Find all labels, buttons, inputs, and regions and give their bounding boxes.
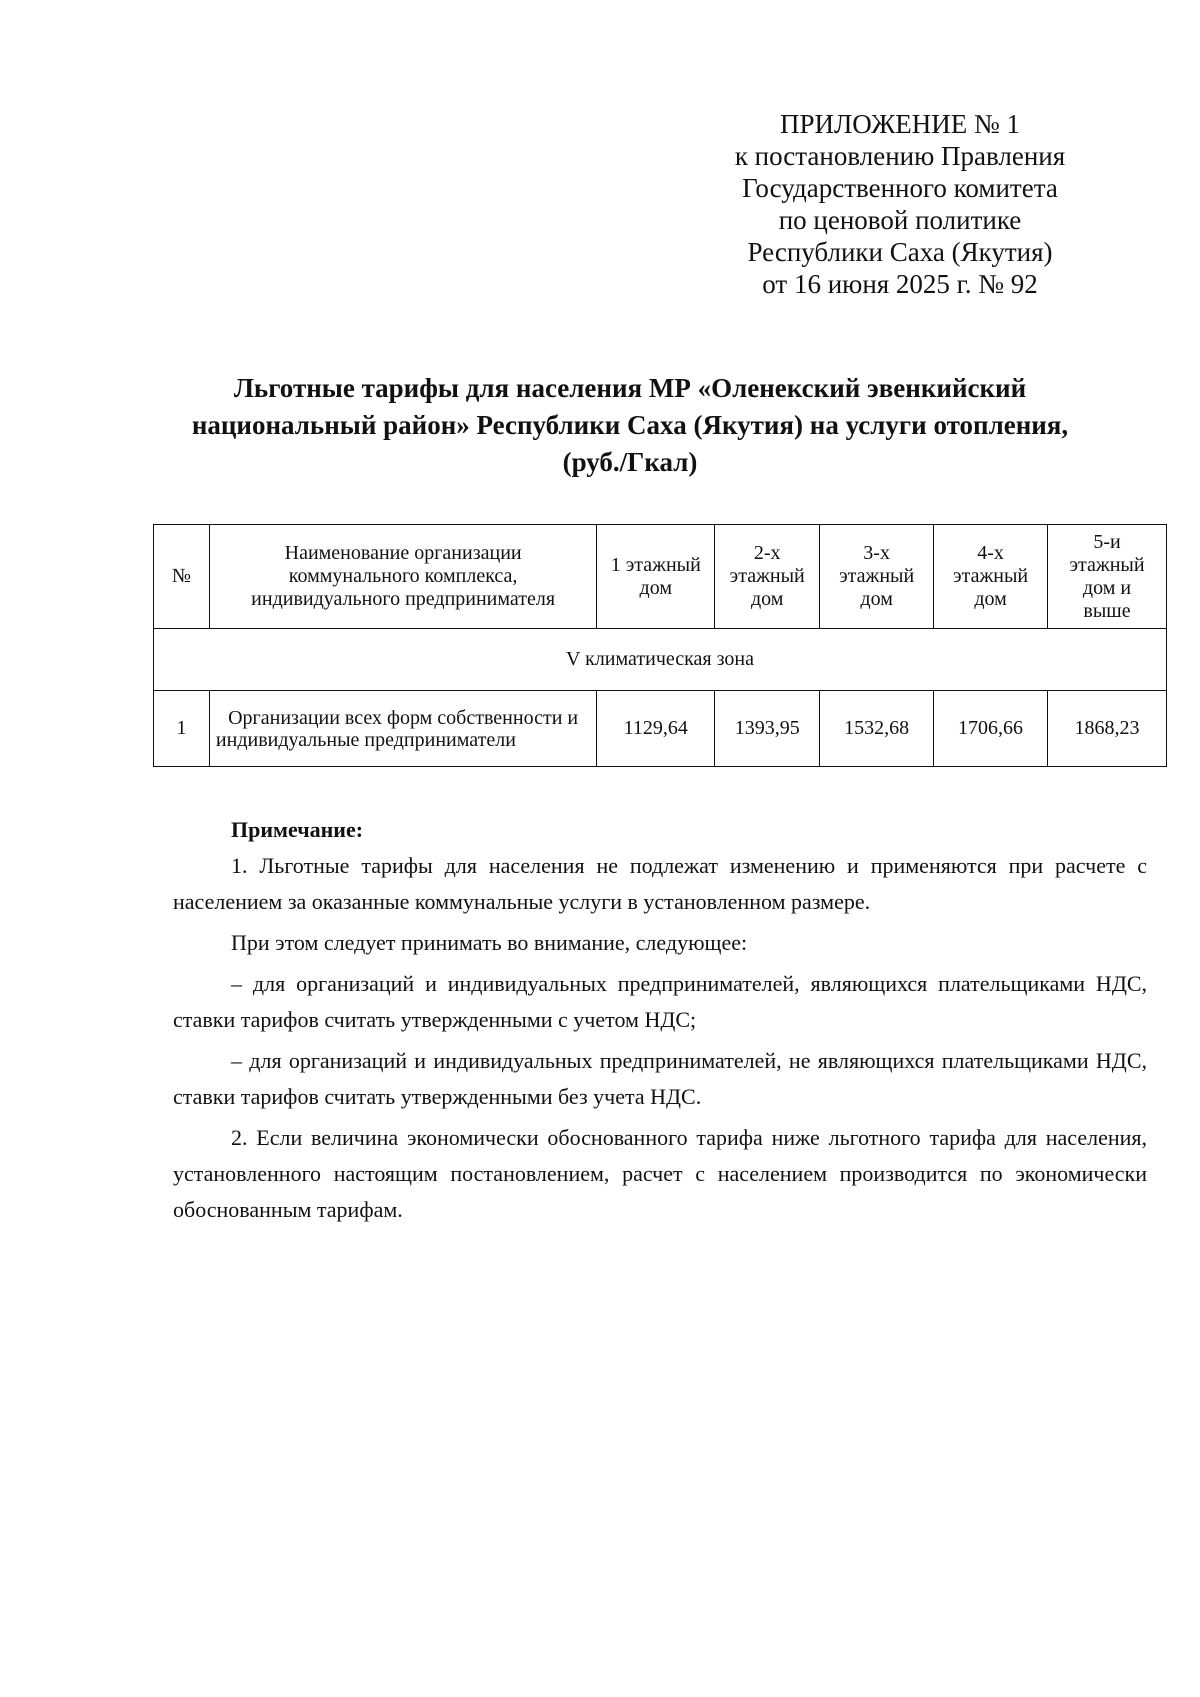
note-paragraph: При этом следует принимать во внимание, следующее:: [231, 930, 748, 955]
appendix-line: к постановлению Правления: [734, 141, 1066, 171]
note-paragraph: 2. Если величина экономически обоснованного тарифа ниже льготного тарифа для населения, установленного настоящим постановлением, расчет с населением производится по экономически обоснованным тарифам.: [173, 1125, 1147, 1222]
header-number: №: [154, 525, 210, 629]
title-line: (руб./Гкал): [562, 447, 698, 477]
tariff-floor-3-cell: 1532,68: [820, 691, 934, 767]
table-header: [154, 525, 1167, 629]
header-floor-1: 1 этажный дом: [597, 525, 715, 629]
appendix-line: Государственного комитета: [742, 173, 1058, 203]
document-title: [150, 370, 1110, 481]
table-row: [154, 691, 1167, 767]
appendix-line: ПРИЛОЖЕНИЕ № 1: [779, 109, 1021, 139]
appendix-line: Республики Саха (Якутия): [747, 237, 1053, 267]
appendix-header: [700, 108, 1100, 300]
title-line: национальный район» Республики Саха (Якутия) на услуги отопления,: [191, 410, 1069, 440]
appendix-line: по ценовой политике: [778, 205, 1022, 235]
climate-zone-cell: V климатическая зона: [154, 629, 1167, 691]
table-header-row: [154, 525, 1167, 629]
header-floor-2: 2-х этажный дом: [715, 525, 820, 629]
note-paragraph: – для организаций и индивидуальных предпринимателей, являющихся плательщиками НДС, ставки тарифов считать утвержденными с учетом НДС;: [173, 971, 1147, 1032]
note-heading: Примечание:: [231, 817, 364, 842]
row-number-cell: 1: [154, 691, 210, 767]
note-section: [173, 812, 1147, 1228]
row-organization-cell: Организации всех форм собственности и индивидуальные предприниматели: [209, 691, 596, 767]
tariff-floor-5-cell: 1868,23: [1048, 691, 1167, 767]
note-paragraph: – для организаций и индивидуальных предпринимателей, не являющихся плательщиками НДС, ставки тарифов считать утвержденными без учета НДС.: [173, 1048, 1147, 1109]
climate-zone-row: [154, 629, 1167, 691]
tariff-floor-2-cell: 1393,95: [715, 691, 820, 767]
tariff-floor-4-cell: 1706,66: [934, 691, 1048, 767]
header-floor-5: 5-и этажный дом и выше: [1048, 525, 1167, 629]
tariff-floor-1-cell: 1129,64: [597, 691, 715, 767]
header-floor-4: 4-х этажный дом: [934, 525, 1048, 629]
title-line: Льготные тарифы для населения МР «Оленекский эвенкийский: [233, 373, 1027, 403]
appendix-line: от 16 июня 2025 г. № 92: [762, 269, 1038, 299]
tariffs-table: [153, 524, 1167, 767]
header-organization: Наименование организации коммунального комплекса, индивидуального предпринимателя: [209, 525, 596, 629]
header-floor-3: 3-х этажный дом: [820, 525, 934, 629]
note-paragraph: 1. Льготные тарифы для населения не подлежат изменению и применяются при расчете с населением за оказанные коммунальные услуги в установленном размере.: [173, 853, 1147, 914]
